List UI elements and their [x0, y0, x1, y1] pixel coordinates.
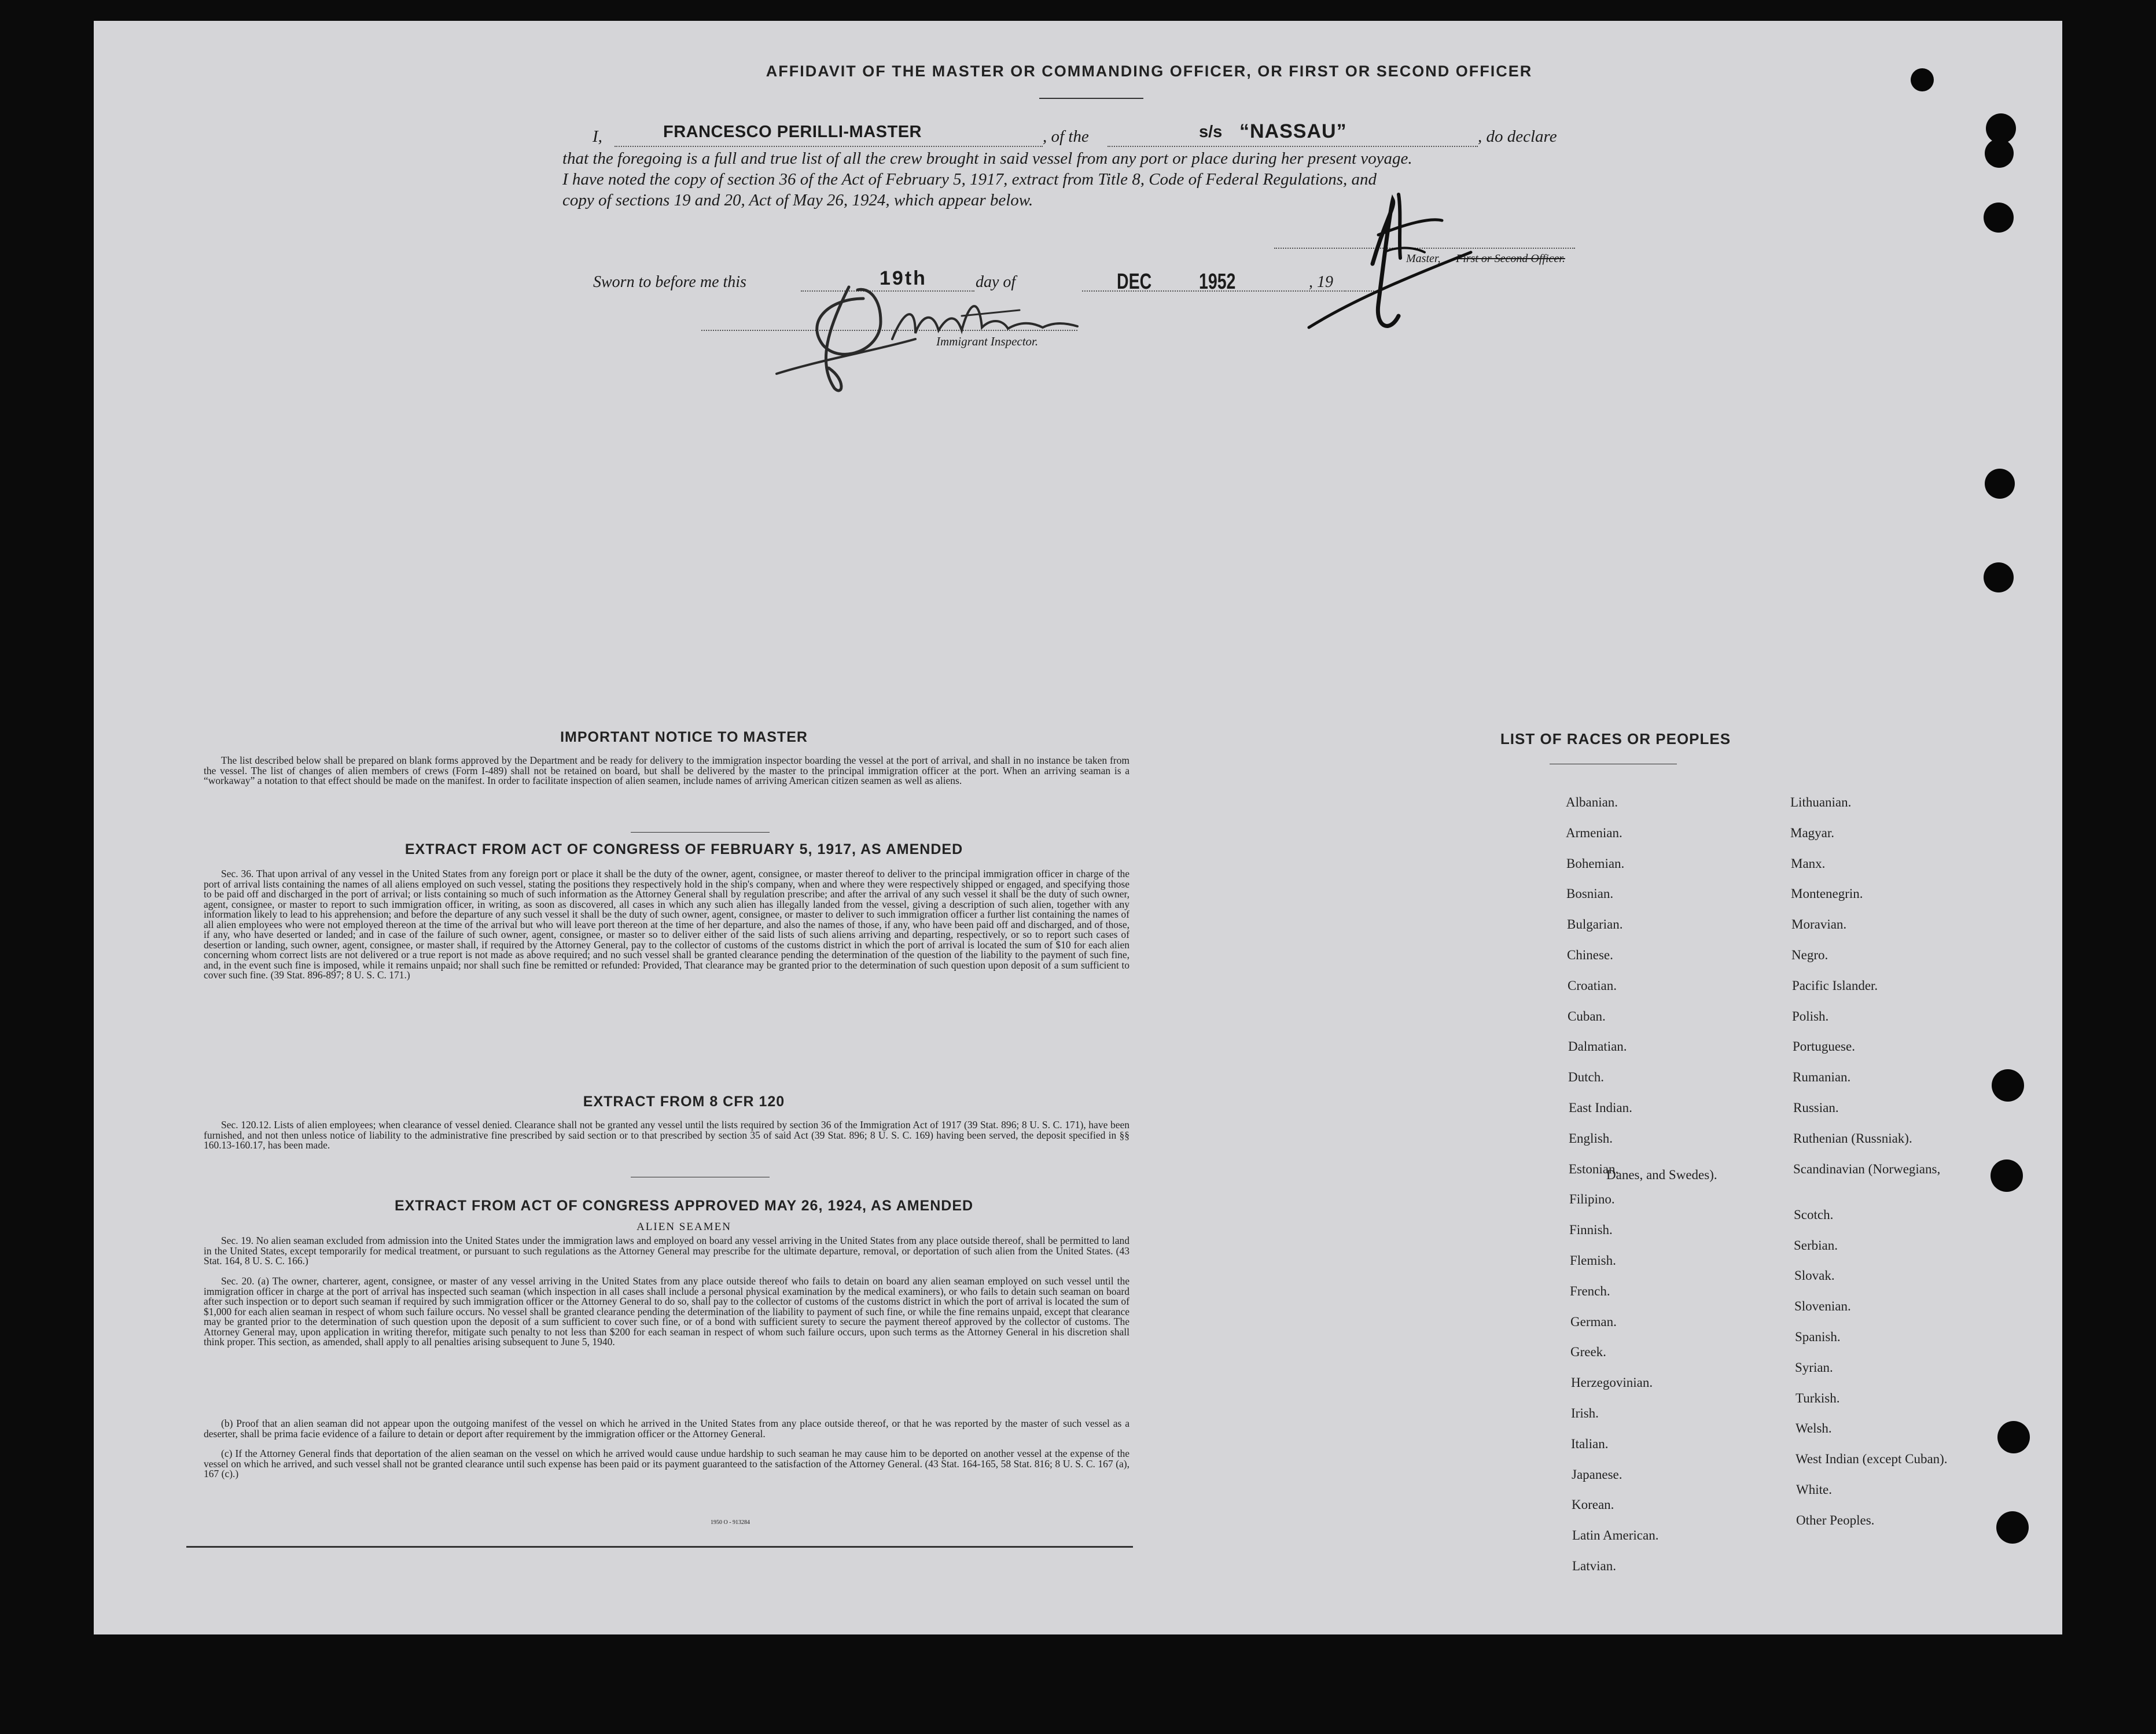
punch-hole	[1991, 1159, 2023, 1192]
race-item: Japanese.	[1572, 1467, 1622, 1482]
punch-hole	[1997, 1421, 2030, 1453]
extract-1924-title: EXTRACT FROM ACT OF CONGRESS APPROVED MAY 26, 1924, AS AMENDED	[394, 1198, 974, 1214]
extract-cfr-title: EXTRACT FROM 8 CFR 120	[583, 1094, 785, 1110]
notice-divider	[631, 832, 770, 833]
race-item: Irish.	[1571, 1406, 1599, 1420]
race-item: Flemish.	[1570, 1253, 1616, 1268]
day-of-label: day of	[976, 273, 1016, 291]
officer-title-master: Master,	[1406, 252, 1441, 265]
race-item: Latvian.	[1572, 1559, 1616, 1573]
race-item: Croatian.	[1568, 978, 1617, 993]
punch-hole	[1984, 562, 2014, 592]
race-item: Albanian.	[1566, 795, 1618, 809]
of-the-label: , of the	[1043, 127, 1089, 146]
do-declare-label: , do declare	[1478, 127, 1557, 146]
year-prefix-label: , 19	[1309, 273, 1333, 291]
race-item: Estonian.	[1569, 1161, 1619, 1176]
race-item: Portuguese.	[1793, 1039, 1855, 1054]
race-item: Scandinavian (Norwegians,	[1793, 1161, 1941, 1176]
master-signature	[1297, 189, 1494, 345]
punch-hole	[1985, 469, 2015, 499]
extract-1924-sec19: Sec. 19. No alien seaman excluded from admission into the United States under the immigration laws and employed on board any vessel arriving in the United States from any place outside thereof, shall be permitted to land in the United States, except temporarily for medical treatment, or pursuant to such regulations as the Attorney General may prescribe for the ultimate departure, removal, or deportation of such alien from the United States. (43 Stat. 164, 8 U. S. C. 166.)	[204, 1235, 1129, 1267]
extract-1924-sec20a: Sec. 20. (a) The owner, charterer, agent, consignee, or master of any vessel arriving in the United States from any place outside thereof who fails to detain on board any alien seaman employed on such vessel until the immigration officer in charge at the port of arrival has inspected such seaman (which inspection in all cases shall include a personal physical examination by the medical examiners), or who fails to detain such seaman on board after such inspection or to deport such seaman if required by such immigration officer or the Attorney General to do so, shall pay to the collector of customs of the customs district in which the port of arrival is located the sum of $1,000 for each alien seaman in respect of whom such failure occurs. No vessel shall be granted clearance pending the determination of the liability to payment of such fine, or while the fine remains unpaid, except that clearance may be granted prior to the determination of such question upon the deposit of a sum sufficient to cover such fine, or of a bond with sufficient surety to secure the payment thereof approved by the collector of customs. The Attorney General may, upon application in writing therefor, mitigate such penalty to not less than $200 for each seaman in respect of whom such failure occurs, upon such terms as the Attorney General in his discretion shall think proper. This section, as amended, shall apply to all penalties arising subsequent to June 5, 1940.	[204, 1275, 1129, 1348]
notice-title: IMPORTANT NOTICE TO MASTER	[560, 729, 808, 745]
race-scandinavian-continued: Danes, and Swedes).	[1606, 1168, 1717, 1182]
race-item: Filipino.	[1569, 1192, 1615, 1207]
race-item: French.	[1570, 1283, 1610, 1298]
inspector-title: Immigrant Inspector.	[936, 334, 1039, 348]
punch-hole	[1984, 203, 2014, 233]
race-item: German.	[1570, 1314, 1617, 1329]
extract-1924-sec20b: (b) Proof that an alien seaman did not appear upon the outgoing manifest of the vessel on which he arrived in the United States from any place outside thereof, or that he was reported by the master of such vessel as a deserter, shall be prima facie evidence of a failure to detain or deport after requirement by the immigration officer or the Attorney General.	[204, 1418, 1129, 1440]
race-item: West Indian (except Cuban).	[1796, 1452, 1948, 1467]
race-item: Russian.	[1793, 1100, 1839, 1115]
race-item: Slovenian.	[1794, 1299, 1851, 1314]
race-item: Herzegovinian.	[1571, 1375, 1653, 1390]
race-item: Syrian.	[1795, 1360, 1833, 1375]
race-item: Scotch.	[1794, 1207, 1834, 1222]
race-item: Magyar.	[1790, 825, 1835, 840]
race-item: Greek.	[1570, 1345, 1606, 1360]
alien-seamen-subtitle: ALIEN SEAMEN	[637, 1221, 731, 1233]
race-item: Bulgarian.	[1567, 917, 1623, 932]
race-item: Italian.	[1571, 1436, 1609, 1451]
extract-1917-title: EXTRACT FROM ACT OF CONGRESS OF FEBRUARY 5, 1917, AS AMENDED	[404, 841, 963, 857]
vessel-prefix: s/s	[1199, 123, 1223, 141]
bottom-rule	[186, 1546, 1133, 1548]
affidavit-heading: AFFIDAVIT OF THE MASTER OR COMMANDING OFFICER, OR FIRST OR SECOND OFFICER	[766, 62, 1533, 80]
master-name-field: FRANCESCO PERILLI-MASTER	[663, 123, 922, 141]
race-item: Latin American.	[1572, 1528, 1659, 1543]
race-item: Negro.	[1791, 948, 1828, 962]
race-item: Slovak.	[1794, 1268, 1835, 1283]
race-item: Armenian.	[1566, 825, 1622, 840]
affidavit-i-label: I,	[593, 127, 602, 146]
sworn-day-field: 19th	[880, 267, 927, 289]
race-item: Finnish.	[1569, 1223, 1613, 1238]
race-item: Pacific Islander.	[1792, 978, 1878, 993]
extract-1917-text: Sec. 36. That upon arrival of any vessel in the United States from any foreign port or place it shall be the duty of the owner, agent, consignee, or master thereof to deliver to the principal immigration officer in charge of the port of arrival lists containing the names of all aliens employed on such vessel, stating the positions they respectively hold in the ship's company, when and where they were respectively shipped or engaged, and specifying those to be paid off and discharged in the port of arrival; or lists containing so much of such information as the Attorney General shall by regulation prescribe; and after the arrival of any such vessel it shall be the duty of such owner, agent, consignee, or master to report to such immigration officer, in writing, as soon as discovered, all cases in which any such alien has illegally landed from the vessel, giving a description of such alien, together with any information likely to lead to his apprehension; and before the departure of any such vessel it shall be the duty of such owner, agent, consignee, or master to deliver to such immigration officer a further list containing the names of all alien employees who were not employed thereon at the time of the arrival but who will leave port thereon at the time of her departure, and also the names of those, if any, who have been paid off and discharged, and of those, if any, who have deserted or landed; and in case of the failure of such owner, agent, consignee, or master so to deliver either of the said lists of such aliens arriving and departing, respectively, or so to report such cases of desertion or landing, such owner, agent, consignee, or master shall, if required by the Attorney General, pay to the collector of customs of the customs district in which the port of arrival is located the sum of $10 for each alien concerning whom correct lists are not delivered or a true report is not made as above required; and no such vessel shall be granted clearance pending the determination of the question of the liability to the payment of such fine, and, in the event such fine is imposed, while it remains unpaid; nor shall such fine be remitted or refunded: Provided, That clearance may be granted prior to the determination of such question upon deposit of a sum sufficient to cover such fine. (39 Stat. 896-897; 8 U. S. C. 171.)	[204, 868, 1129, 981]
race-item: Welsh.	[1796, 1421, 1832, 1436]
race-item: Rumanian.	[1793, 1070, 1851, 1085]
document-page	[94, 21, 2062, 1634]
race-item: Ruthenian (Russniak).	[1793, 1131, 1912, 1146]
extract-1924-sec20c: (c) If the Attorney General finds that deportation of the alien seaman on the vessel on which he arrived would cause undue hardship to such seaman he may cause him to be deported on another vessel at the expense of the vessel on which he arrived, and such vessel shall not be granted clearance until such expense has been paid or its payment guaranteed to the satisfaction of the Attorney General. (43 Stat. 164-165, 58 Stat. 816; 8 U. S. C. 167 (a), 167 (c).)	[204, 1448, 1129, 1479]
sworn-label: Sworn to before me this	[593, 273, 746, 291]
race-item: Korean.	[1572, 1497, 1614, 1512]
affidavit-line-3: I have noted the copy of section 36 of the Act of February 5, 1917, extract from Title 8, Code of Federal Regulations, and	[562, 170, 1377, 189]
inspector-signature	[742, 264, 1147, 397]
corner-mark	[1911, 68, 1934, 91]
race-item: White.	[1796, 1482, 1832, 1497]
race-item: Lithuanian.	[1790, 795, 1852, 809]
notice-text: The list described below shall be prepared on blank forms approved by the Department and be ready for delivery to the immigration inspector boarding the vessel at the port of arrival, and shall in no instance be taken from the vessel. The list of changes of alien members of crews (Form I-489) shall not be retained on board, but shall be delivered by the master to the principal immigration officer at the port. When an arriving seaman is a “workaway” a notation to that effect should be made on the manifest. In order to facilitate inspection of alien seamen, include names of arriving American citizen seamen as well as aliens.	[204, 754, 1129, 786]
affidavit-line-4: copy of sections 19 and 20, Act of May 26, 1924, which appear below.	[562, 191, 1033, 209]
race-item: Turkish.	[1796, 1390, 1840, 1405]
master-name-line	[615, 146, 1043, 147]
punch-hole	[1996, 1511, 2029, 1544]
vessel-name-field: “NASSAU”	[1239, 120, 1347, 142]
race-item: English.	[1569, 1131, 1613, 1146]
race-item: Chinese.	[1567, 948, 1613, 962]
race-item: Cuban.	[1568, 1008, 1606, 1024]
race-item: Polish.	[1792, 1008, 1829, 1024]
sworn-year-field: 1952	[1199, 270, 1236, 294]
heading-divider	[1039, 98, 1143, 99]
race-item: Dalmatian.	[1568, 1039, 1627, 1054]
race-item: Moravian.	[1791, 917, 1847, 932]
race-item: Montenegrin.	[1791, 886, 1863, 901]
race-item: Spanish.	[1795, 1330, 1841, 1344]
extract-cfr-text: Sec. 120.12. Lists of alien employees; when clearance of vessel denied. Clearance shall not be granted any vessel until the lists required by section 36 of the Immigration Act of 1917 (39 Stat. 896; 8 U. S. C. 171), have been furnished, and not then unless notice of liability to the administrative fine prescribed by said section or to that prescribed by section 35 of said Act (39 Stat. 896; 8 U. S. C. 169) having been served, the deposit specified in §§ 160.13-160.17, has been made.	[204, 1119, 1129, 1151]
vessel-name-line	[1108, 146, 1478, 147]
affidavit-line-2: that the foregoing is a full and true list of all the crew brought in said vessel from any port or place during her present voyage.	[562, 149, 1412, 168]
races-title: LIST OF RACES OR PEOPLES	[1500, 730, 1731, 748]
punch-hole	[1992, 1069, 2024, 1102]
race-item: Bohemian.	[1566, 856, 1625, 871]
race-item: East Indian.	[1569, 1100, 1632, 1115]
punch-hole	[1985, 139, 2014, 168]
officer-title-struck: First or Second Officer.	[1456, 252, 1565, 265]
race-item: Serbian.	[1794, 1238, 1838, 1253]
sworn-month-field: DEC	[1117, 270, 1152, 294]
race-item: Bosnian.	[1566, 886, 1614, 901]
race-item: Manx.	[1791, 856, 1826, 871]
print-code: 1950 O - 913284	[710, 1519, 750, 1526]
race-item: Dutch.	[1568, 1070, 1604, 1085]
race-item: Other Peoples.	[1796, 1512, 1875, 1527]
